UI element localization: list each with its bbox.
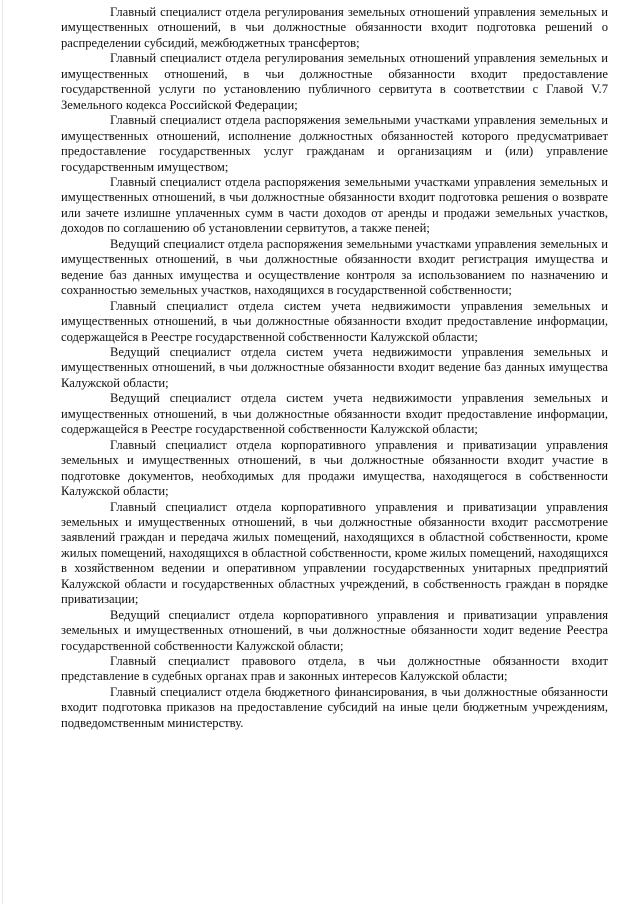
scan-left-edge [2, 0, 3, 904]
paragraph: Ведущий специалист отдела систем учета недвижимости управления земельных и имущественных отношений, в чьи должностные обязанности входит ведение баз данных имущества Калужской области; [61, 344, 608, 390]
document-page [61, 5, 608, 731]
paragraph: Главный специалист отдела распоряжения земельными участками управления земельных и имущественных отношений, исполнение должностных обязанностей которого предусматривает предоставление государственных услуг гражданам и организациям и (или) управление государственным имуществом; [61, 113, 608, 174]
paragraph: Главный специалист отдела бюджетного финансирования, в чьи должностные обязанности входит подготовка приказов на предоставление субсидий на иные цели бюджетным учреждениям, подведомственным министерству. [61, 684, 608, 730]
paragraph: Главный специалист отдела распоряжения земельными участками управления земельных и имущественных отношений, в чьи должностные обязанности входит подготовка решения о возврате или зачете излишне уплаченных сумм в части доходов от аренды и продажи земельных участков, доходов по соглашению об установлении сервитутов, а также пеней; [61, 174, 608, 236]
paragraph: Главный специалист отдела систем учета недвижимости управления земельных и имущественных отношений, в чьи должностные обязанности входит предоставление информации, содержащейся в Реестре государственной собственности Калужской области; [61, 298, 608, 344]
paragraph: Главный специалист отдела корпоративного управления и приватизации управления земельных и имущественных отношений, в чьи должностные обязанности входит участие в подготовке документов, необходимых для продажи имущества, находящегося в собственности Калужской области; [61, 437, 608, 499]
paragraph: Ведущий специалист отдела корпоративного управления и приватизации управления земельных и имущественных отношений, в чьи должностные обязанности ходит ведение Реестра государственной собственности Калужской области; [61, 607, 608, 653]
paragraph: Главный специалист правового отдела, в чьи должностные обязанности входит представление в судебных органах прав и законных интересов Калужской области; [61, 654, 608, 684]
paragraph: Главный специалист отдела регулирования земельных отношений управления земельных и имущественных отношений, в чьи должностные обязанности входит подготовка решений о распределении субсидий, межбюджетных трансфертов; [61, 5, 608, 50]
paragraph: Главный специалист отдела регулирования земельных отношений управления земельных и имущественных отношений, в чьи должностные обязанности входит предоставление государственной услуги по установлению публичного сервитута в соответствии с Главой V.7 Земельного кодекса Российской Федерации; [61, 51, 608, 112]
paragraph: Ведущий специалист отдела распоряжения земельными участками управления земельных и имущественных отношений, в чьи должностные обязанности входит регистрация имущества и ведение баз данных имущества и осуществление контроля за использованием по назначению и сохранностью земельных участков, находящихся в государственной собственности; [61, 236, 608, 298]
paragraph: Главный специалист отдела корпоративного управления и приватизации управления земельных и имущественных отношений, в чьи должностные обязанности входит рассмотрение заявлений граждан и передача жилых помещений, находящихся в областной собственности, кроме жилых помещений, находящихся в областной собственности, кроме жилых помещений, находящихся в хозяйственном ведении и оперативном управлении государственных унитарных предприятий Калужской области и государственных областных учреждений, в собственность граждан в порядке приватизации; [61, 499, 608, 607]
paragraph: Ведущий специалист отдела систем учета недвижимости управления земельных и имущественных отношений, в чьи должностные обязанности входит предоставление информации, содержащейся в Реестре государственной собственности Калужской области; [61, 391, 608, 437]
